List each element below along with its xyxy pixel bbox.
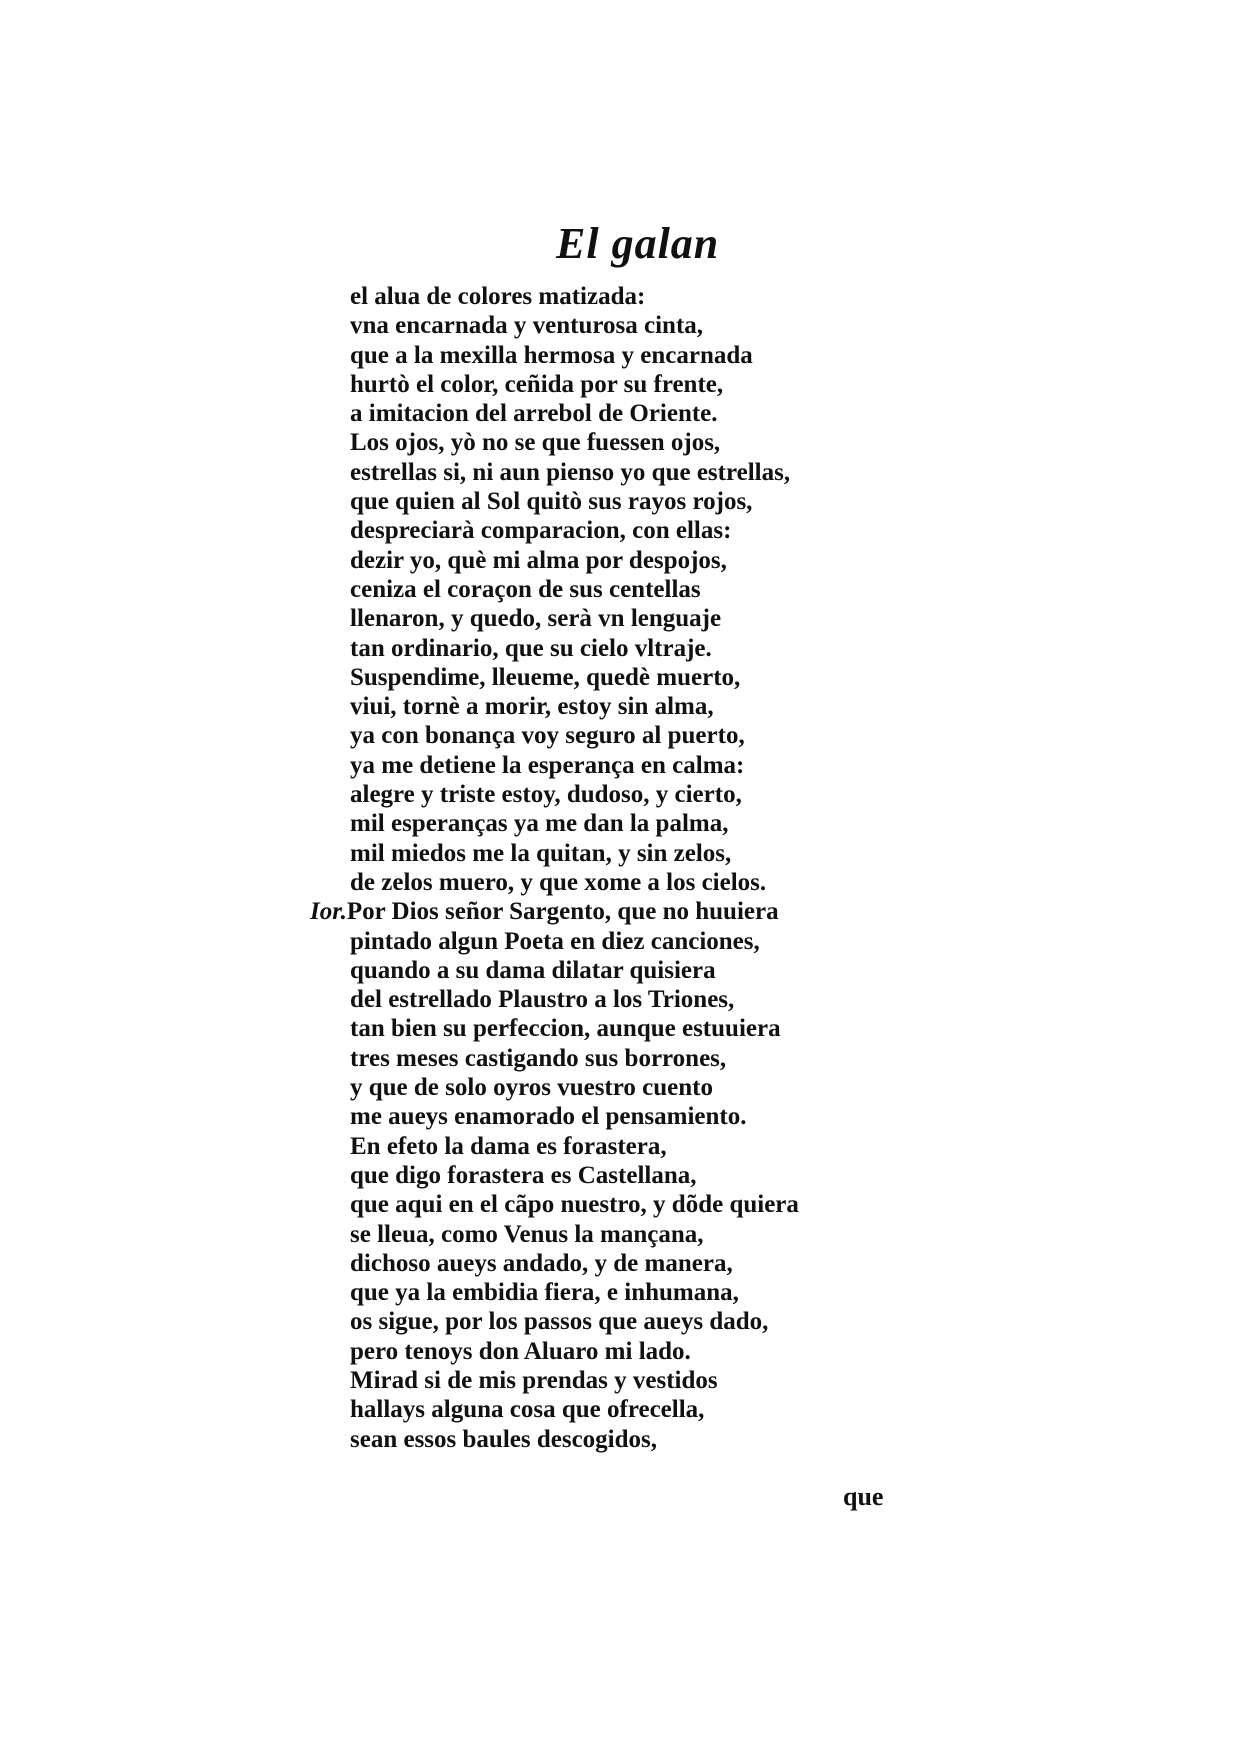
verse-line <box>350 1044 910 1073</box>
verse-line <box>350 1102 910 1131</box>
verse-line <box>350 604 910 633</box>
verse-text: pintado algun Poeta en diez canciones, <box>350 927 760 955</box>
verse-text: sean essos baules descogidos, <box>350 1425 657 1453</box>
verse-line <box>350 311 910 340</box>
verse-line <box>350 780 910 809</box>
verse-line <box>350 341 910 370</box>
verse-line <box>350 692 910 721</box>
verse-text: a imitacion del arrebol de Oriente. <box>350 400 718 428</box>
verse-line <box>350 634 910 663</box>
verse-line <box>350 721 910 750</box>
verse-text: dezir yo, què mi alma por despojos, <box>350 546 727 574</box>
verse-text: Por Dios señor Sargento, que no huuiera <box>346 898 779 926</box>
verse-text: os sigue, por los passos que aueys dado, <box>350 1308 769 1336</box>
verse-line <box>350 1220 910 1249</box>
verse-text: vna encarnada y venturosa cinta, <box>350 312 704 340</box>
verse-line <box>350 370 910 399</box>
verse-text: estrellas si, ni aun pienso yo que estrellas, <box>350 458 791 486</box>
verse-text: hurtò el color, ceñida por su frente, <box>350 370 724 398</box>
verse-line <box>350 927 910 956</box>
verse-text: hallays alguna cosa que ofrecella, <box>350 1396 705 1424</box>
verse-text: Los ojos, yò no se que fuessen ojos, <box>350 429 721 457</box>
verse-text: del estrellado Plaustro a los Triones, <box>350 986 735 1014</box>
verse-text: En efeto la dama es forastera, <box>350 1132 667 1160</box>
verse-line <box>350 839 910 868</box>
catchword: que <box>843 1482 884 1511</box>
verse-text: que a la mexilla hermosa y encarnada <box>350 341 753 369</box>
verse-line <box>350 282 910 311</box>
verse-line <box>350 1132 910 1161</box>
verse-text: tres meses castigando sus borrones, <box>350 1044 727 1072</box>
verse-line <box>350 1014 910 1043</box>
verse-text: y que de solo oyros vuestro cuento <box>350 1074 713 1102</box>
verse-text: tan bien su perfeccion, aunque estuuiera <box>350 1015 781 1043</box>
running-head: El galan <box>556 219 720 268</box>
verse-text: ya me detiene la esperança en calma: <box>350 751 745 779</box>
verse-line <box>350 985 910 1014</box>
verse-text: viui, tornè a morir, estoy sin alma, <box>350 693 714 721</box>
verse-text: Suspendime, lleueme, quedè muerto, <box>350 663 741 691</box>
verse-text: que aqui en el cãpo nuestro, y dõde quiera <box>350 1191 799 1219</box>
verse-text: pero tenoys don Aluaro mi lado. <box>350 1337 691 1365</box>
verse-line <box>350 399 910 428</box>
verse-text: tan ordinario, que su cielo vltraje. <box>350 634 712 662</box>
verse-text: me aueys enamorado el pensamiento. <box>350 1103 747 1131</box>
verse-text: de zelos muero, y que xome a los cielos. <box>350 868 767 896</box>
verse-text: que quien al Sol quitò sus rayos rojos, <box>350 488 753 516</box>
verse-line <box>350 487 910 516</box>
verse-line <box>350 956 910 985</box>
verse-text: mil miedos me la quitan, y sin zelos, <box>350 839 732 867</box>
verse-line <box>350 1278 910 1307</box>
verse-text: ya con bonança voy seguro al puerto, <box>350 722 745 750</box>
verse-line <box>350 458 910 487</box>
verse-line <box>350 751 910 780</box>
verse-text: ceniza el coraçon de sus centellas <box>350 575 701 603</box>
verse-line <box>310 897 910 926</box>
verse-line <box>350 1190 910 1219</box>
verse-line <box>350 1395 910 1424</box>
verse-text: despreciarà comparacion, con ellas: <box>350 517 732 545</box>
verse-line <box>350 575 910 604</box>
verse-text: Mirad si de mis prendas y vestidos <box>350 1366 718 1394</box>
verse-text: alegre y triste estoy, dudoso, y cierto, <box>350 781 742 809</box>
verse-line <box>350 663 910 692</box>
verse-text: el alua de colores matizada: <box>350 283 646 310</box>
verse-line <box>350 1366 910 1395</box>
verse-text: que ya la embidia fiera, e inhumana, <box>350 1279 739 1307</box>
verse-line <box>350 1307 910 1336</box>
verse-line <box>350 546 910 575</box>
verse-text: mil esperanças ya me dan la palma, <box>350 810 729 838</box>
speaker-label: Ior. <box>310 898 347 926</box>
verse-line <box>350 428 910 457</box>
verse-text: llenaron, y quedo, serà vn lenguaje <box>350 605 722 633</box>
verse-line <box>350 1249 910 1278</box>
verse-block <box>310 282 910 1454</box>
verse-text: dichoso aueys andado, y de manera, <box>350 1249 733 1277</box>
verse-line <box>350 868 910 897</box>
verse-text: quando a su dama dilatar quisiera <box>350 956 716 984</box>
verse-line <box>350 1073 910 1102</box>
verse-line <box>350 1337 910 1366</box>
verse-text: se lleua, como Venus la mançana, <box>350 1220 704 1248</box>
verse-text: que digo forastera es Castellana, <box>350 1161 697 1189</box>
verse-line <box>350 516 910 545</box>
verse-line <box>350 1425 910 1454</box>
verse-line <box>350 809 910 838</box>
verse-line <box>350 1161 910 1190</box>
